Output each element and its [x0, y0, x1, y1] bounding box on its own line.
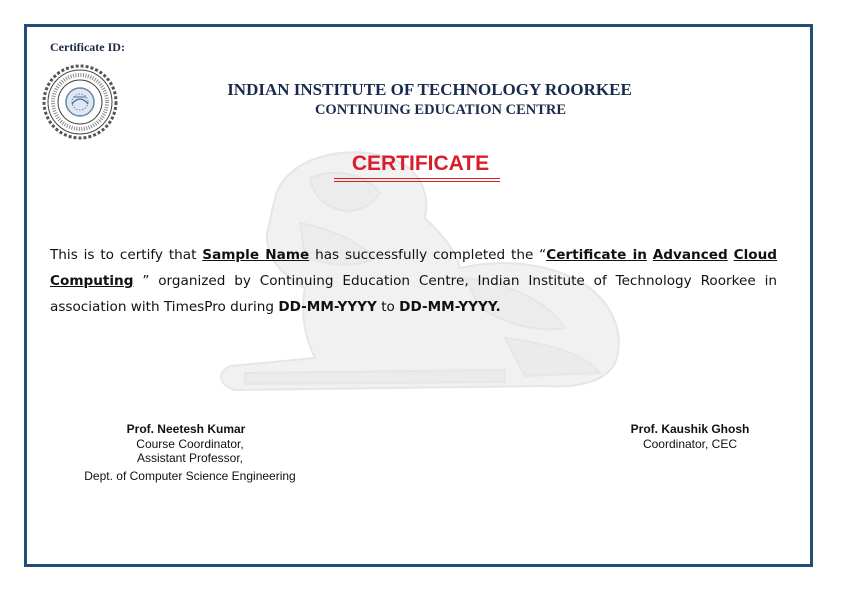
end-date: DD-MM-YYYY. [399, 299, 501, 315]
certificate-title: CERTIFICATE [351, 152, 490, 175]
institute-name: INDIAN INSTITUTE OF TECHNOLOGY ROORKEE [227, 80, 632, 99]
signatory-role: Coordinator, CEC [642, 436, 738, 451]
institute-subname: CONTINUING EDUCATION CENTRE [314, 102, 567, 118]
signatory-course-coordinator [80, 422, 300, 483]
body-text-3: ” organized by Continuing Education Centre, Indian Institute of Technology Roorkee in association with TimesPro during [50, 273, 777, 315]
signatory-name: Prof. Kaushik Ghosh [630, 422, 750, 436]
signatory-cec-coordinator [620, 422, 760, 451]
body-text-1: This is to certify that [50, 247, 203, 263]
course-name-part-2: Advanced [652, 247, 728, 263]
signatory-department: Dept. of Computer Science Engineering [84, 468, 296, 483]
signatory-name: Prof. Neetesh Kumar [126, 422, 246, 436]
certificate-id-label: Certificate ID: [50, 40, 125, 54]
title-underline [334, 178, 500, 186]
body-text-4: to [376, 299, 400, 315]
course-name-part-3: Cloud Computing [50, 247, 777, 289]
signatory-role: Assistant Professor, [136, 451, 244, 465]
certificate-body [50, 242, 777, 320]
body-text-2: has successfully completed the “ [309, 247, 547, 263]
signatory-role: Course Coordinator, [136, 436, 244, 451]
course-name-part-1: Certificate in [546, 247, 647, 263]
start-date: DD-MM-YYYY [278, 299, 377, 315]
recipient-name: Sample Name [202, 247, 310, 263]
